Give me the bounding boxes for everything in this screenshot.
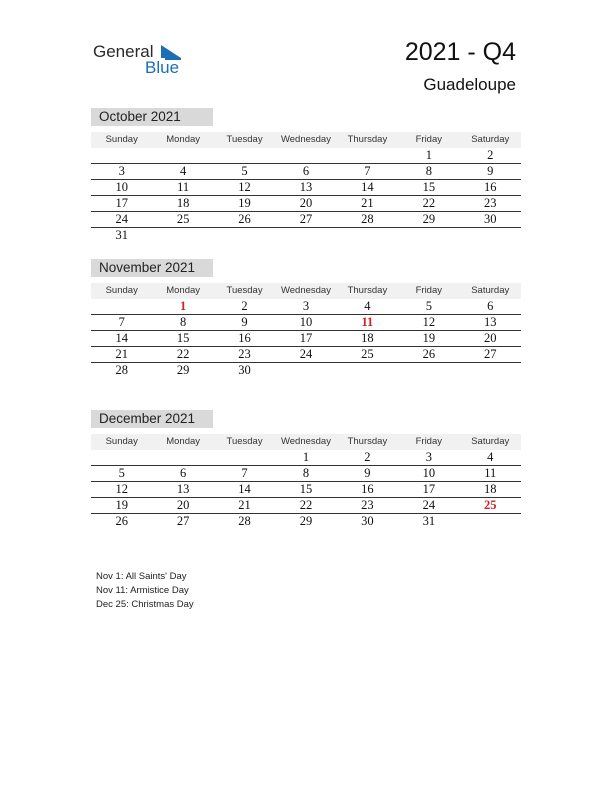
date-cell: 12 [422, 315, 436, 329]
date-cell: 27 [483, 347, 497, 361]
date-cell: 22 [422, 196, 436, 210]
date-cell: 16 [361, 482, 374, 496]
date-cell: 2 [487, 148, 494, 162]
date-cell: 8 [180, 315, 187, 329]
week-row [91, 466, 521, 482]
holiday-notes [96, 570, 194, 612]
week-row [91, 331, 521, 347]
date-cell: 12 [115, 482, 128, 496]
date-cell: 20 [483, 331, 497, 345]
date-cell: 27 [299, 212, 313, 226]
weekday-label: Monday [166, 285, 201, 296]
date-cell: 9 [241, 315, 248, 329]
month-october [91, 108, 521, 244]
date-cell: 22 [299, 498, 313, 512]
weekday-label: Saturday [471, 134, 510, 145]
date-cell: 30 [483, 212, 497, 226]
date-cell: 14 [115, 331, 128, 345]
date-cell [91, 299, 152, 314]
week-row [91, 148, 521, 164]
date-cell: 15 [176, 331, 190, 345]
date-cell: 10 [299, 315, 313, 329]
weekday-label: Thursday [347, 436, 388, 447]
date-cell: 13 [176, 482, 190, 496]
date-cell [275, 363, 336, 379]
holiday-note: Nov 1: All Saints' Day [96, 571, 187, 582]
weekday-label: Wednesday [280, 134, 331, 145]
date-cell: 30 [238, 363, 251, 377]
holiday-date-cell: 11 [361, 315, 374, 329]
date-cell: 10 [422, 466, 436, 480]
date-cell: 19 [422, 331, 436, 345]
date-cell [275, 148, 336, 163]
holiday-note: Nov 11: Armistice Day [96, 585, 189, 596]
date-cell: 28 [115, 363, 128, 377]
date-cell [398, 363, 459, 379]
weekday-header [91, 434, 521, 450]
holiday-note: Dec 25: Christmas Day [96, 599, 194, 610]
week-row [91, 315, 521, 331]
date-cell: 6 [180, 466, 187, 480]
weekday-label: Monday [166, 436, 201, 447]
date-cell: 7 [241, 466, 248, 480]
weekday-header [91, 132, 521, 148]
weekday-label: Friday [415, 134, 443, 145]
holiday-date-cell: 25 [483, 498, 497, 512]
date-cell: 4 [180, 164, 187, 178]
month-label: October 2021 [91, 108, 213, 126]
holiday-date-cell: 1 [180, 299, 187, 313]
date-cell: 19 [115, 498, 128, 512]
date-cell: 18 [483, 482, 497, 496]
week-row [91, 347, 521, 363]
page-title: 2021 - Q4 [404, 38, 516, 66]
logo-word-blue: Blue [145, 58, 180, 77]
weekday-label: Thursday [347, 134, 388, 145]
week-row [91, 164, 521, 180]
week-row [91, 212, 521, 228]
week-row [91, 450, 521, 466]
date-cell: 13 [483, 315, 497, 329]
weekday-header [91, 283, 521, 299]
date-cell: 14 [238, 482, 251, 496]
week-row [91, 228, 521, 244]
week-row [91, 196, 521, 212]
week-row [91, 363, 521, 379]
date-cell: 5 [241, 164, 248, 178]
date-cell: 29 [299, 514, 313, 528]
date-cell: 20 [176, 498, 190, 512]
weekday-label: Tuesday [226, 436, 263, 447]
date-cell [152, 148, 213, 163]
date-cell: 23 [238, 347, 251, 361]
brand-logo [93, 42, 193, 78]
date-cell [337, 148, 398, 163]
date-cell: 24 [299, 347, 313, 361]
date-cell: 6 [487, 299, 494, 313]
month-label: November 2021 [91, 259, 213, 277]
date-cell: 4 [364, 299, 371, 313]
date-cell: 17 [299, 331, 313, 345]
week-row [91, 514, 521, 530]
month-grid [91, 450, 521, 530]
date-cell: 11 [177, 180, 190, 194]
country-subtitle: Guadeloupe [423, 75, 516, 94]
weekday-label: Sunday [105, 134, 138, 145]
weekday-label: Saturday [471, 285, 510, 296]
date-cell [337, 363, 398, 379]
date-cell: 8 [425, 164, 432, 178]
date-cell: 26 [422, 347, 436, 361]
month-grid [91, 299, 521, 379]
date-cell: 8 [302, 466, 310, 480]
weekday-label: Sunday [105, 436, 138, 447]
date-cell: 21 [238, 498, 251, 512]
date-cell: 25 [176, 212, 190, 226]
month-grid [91, 148, 521, 244]
date-cell: 6 [302, 164, 310, 178]
date-cell: 2 [364, 450, 371, 464]
date-cell: 3 [425, 450, 432, 464]
date-cell: 23 [361, 498, 374, 512]
date-cell: 17 [115, 196, 128, 210]
date-cell: 17 [422, 482, 436, 496]
date-cell: 26 [115, 514, 128, 528]
date-cell: 24 [422, 498, 436, 512]
weekday-label: Tuesday [226, 285, 263, 296]
date-cell [398, 228, 459, 244]
date-cell [214, 228, 275, 244]
date-cell: 11 [484, 466, 497, 480]
date-cell [460, 228, 521, 244]
date-cell: 9 [487, 164, 494, 178]
month-december [91, 410, 521, 530]
date-cell: 21 [115, 347, 128, 361]
date-cell: 22 [176, 347, 190, 361]
weekday-label: Monday [166, 134, 201, 145]
date-cell: 29 [176, 363, 190, 377]
date-cell [91, 450, 152, 465]
date-cell: 27 [176, 514, 190, 528]
date-cell: 5 [425, 299, 432, 313]
date-cell [152, 228, 213, 244]
date-cell: 24 [115, 212, 128, 226]
date-cell: 16 [483, 180, 497, 194]
month-label: December 2021 [91, 410, 213, 428]
week-row [91, 482, 521, 498]
date-cell: 7 [364, 164, 371, 178]
date-cell: 3 [118, 164, 125, 178]
weekday-label: Wednesday [280, 285, 331, 296]
date-cell: 4 [487, 450, 494, 464]
date-cell: 31 [422, 514, 436, 528]
date-cell: 25 [361, 347, 374, 361]
weekday-label: Tuesday [226, 134, 263, 145]
date-cell: 18 [361, 331, 374, 345]
weekday-label: Wednesday [280, 436, 331, 447]
weekday-label: Thursday [347, 285, 388, 296]
weekday-label: Friday [415, 285, 443, 296]
week-row [91, 498, 521, 514]
date-cell: 26 [238, 212, 251, 226]
date-cell: 16 [238, 331, 251, 345]
weekday-label: Saturday [471, 436, 510, 447]
month-november [91, 259, 521, 379]
date-cell: 28 [238, 514, 251, 528]
date-cell [91, 148, 152, 163]
date-cell: 10 [115, 180, 128, 194]
date-cell: 21 [361, 196, 374, 210]
date-cell: 19 [238, 196, 251, 210]
date-cell: 15 [299, 482, 313, 496]
weekday-label: Friday [415, 436, 443, 447]
date-cell [214, 450, 275, 465]
date-cell: 2 [241, 299, 248, 313]
date-cell: 15 [422, 180, 436, 194]
date-cell [214, 148, 275, 163]
date-cell: 1 [302, 450, 310, 464]
date-cell: 3 [302, 299, 310, 313]
date-cell: 9 [364, 466, 371, 480]
date-cell: 12 [238, 180, 251, 194]
date-cell [152, 450, 213, 465]
date-cell: 14 [361, 180, 374, 194]
date-cell [337, 228, 398, 244]
weekday-label: Sunday [105, 285, 138, 296]
week-row [91, 299, 521, 315]
date-cell: 7 [118, 315, 125, 329]
date-cell: 31 [115, 228, 128, 242]
date-cell: 13 [299, 180, 313, 194]
date-cell: 20 [299, 196, 313, 210]
logo-word-general: General [93, 42, 154, 61]
date-cell: 28 [361, 212, 374, 226]
week-row [91, 180, 521, 196]
date-cell: 1 [425, 148, 432, 162]
date-cell: 5 [118, 466, 125, 480]
date-cell: 30 [361, 514, 374, 528]
date-cell: 23 [483, 196, 497, 210]
date-cell: 18 [176, 196, 190, 210]
date-cell [460, 363, 521, 379]
date-cell [275, 228, 336, 244]
date-cell: 29 [422, 212, 436, 226]
date-cell [460, 514, 521, 530]
